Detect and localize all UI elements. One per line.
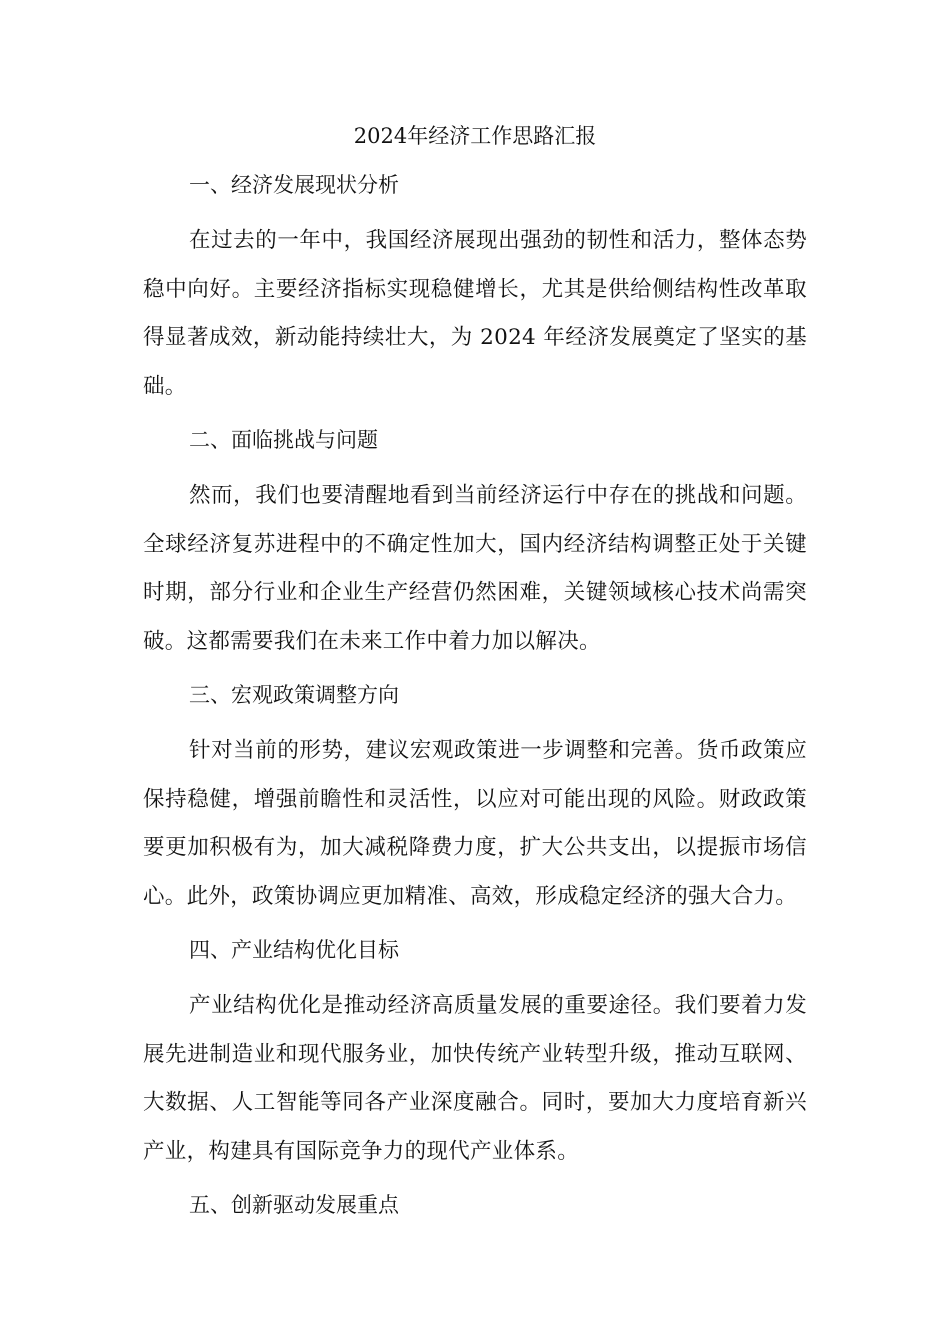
section-heading-2: 二、面临挑战与问题 bbox=[189, 428, 378, 452]
section-heading-5: 五、创新驱动发展重点 bbox=[189, 1193, 399, 1217]
section-paragraph-1: 在过去的一年中，我国经济展现出强劲的韧性和活力，整体态势稳中向好。主要经济指标实现稳健增长，尤其是供给侧结构性改革取得显著成效，新动能持续壮大，为 2024 年经济发展奠定了坚实的基础。 bbox=[143, 228, 807, 399]
section-heading-3: 三、宏观政策调整方向 bbox=[189, 683, 399, 707]
section-heading-1: 一、经济发展现状分析 bbox=[189, 173, 399, 197]
section-paragraph-4: 产业结构优化是推动经济高质量发展的重要途径。我们要着力发展先进制造业和现代服务业，加快传统产业转型升级，推动互联网、大数据、人工智能等同各产业深度融合。同时，要加大力度培育新兴产业，构建具有国际竞争力的现代产业体系。 bbox=[143, 993, 807, 1164]
section-heading-4: 四、产业结构优化目标 bbox=[189, 938, 399, 962]
document-title: 2024年经济工作思路汇报 bbox=[353, 124, 597, 148]
document-body bbox=[143, 118, 807, 1237]
section-paragraph-2: 然而，我们也要清醒地看到当前经济运行中存在的挑战和问题。全球经济复苏进程中的不确定性加大，国内经济结构调整正处于关键时期，部分行业和企业生产经营仍然困难，关键领域核心技术尚需突破。这都需要我们在未来工作中着力加以解决。 bbox=[143, 483, 807, 654]
section-paragraph-3: 针对当前的形势，建议宏观政策进一步调整和完善。货币政策应保持稳健，增强前瞻性和灵活性，以应对可能出现的风险。财政政策要更加积极有为，加大减税降费力度，扩大公共支出，以提振市场信心。此外，政策协调应更加精准、高效，形成稳定经济的强大合力。 bbox=[143, 738, 807, 909]
